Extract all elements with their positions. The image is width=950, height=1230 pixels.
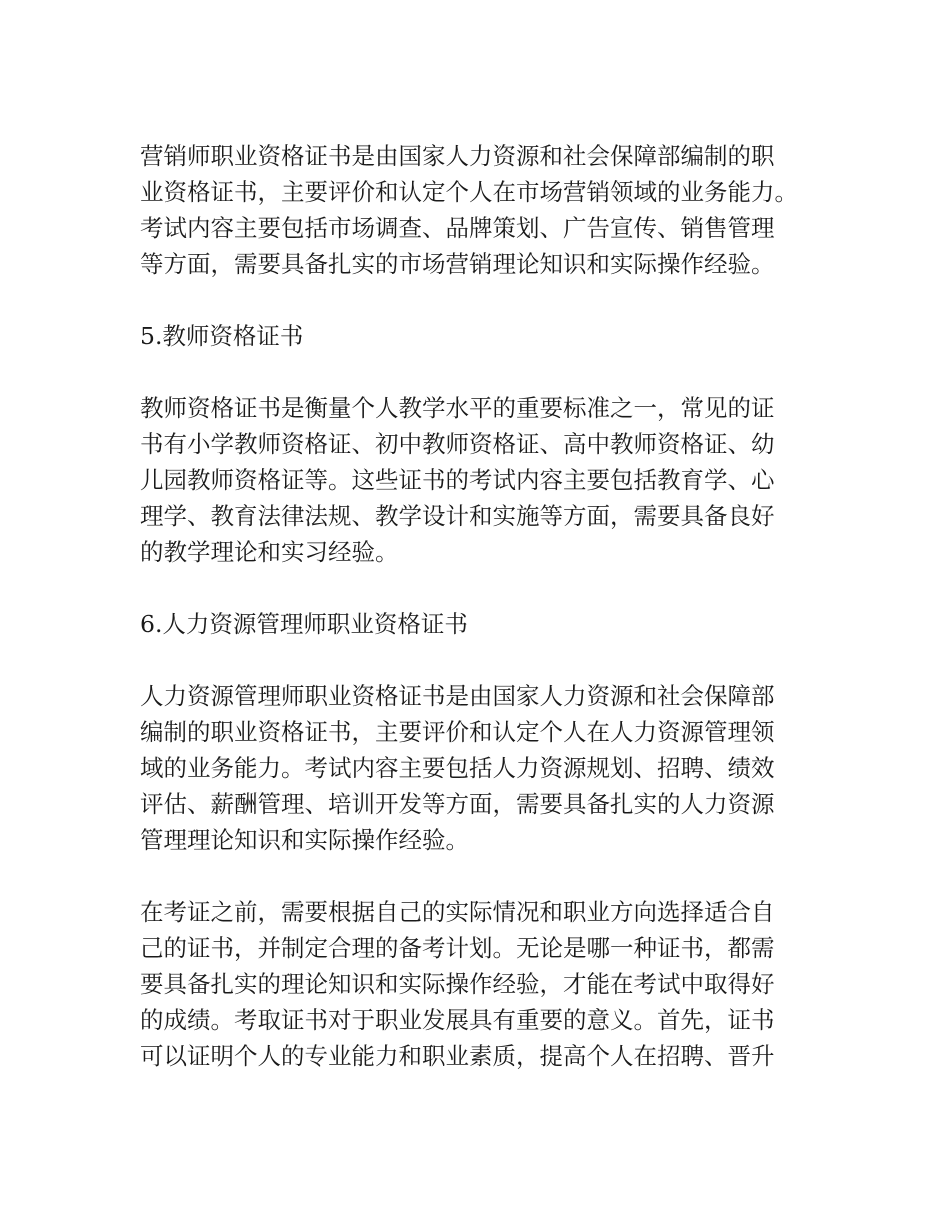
paragraph-exam-preparation: 在考证之前，需要根据自己的实际情况和职业方向选择适合自 己的证书，并制定合理的备考计划。无论是哪一种证书，都需 要具备扎实的理论知识和实际操作经验，才能在考试中取得好 的成绩。考取证书对于职业发展具有重要的意义。首先，证书 可以证明个人的专业能力和职业素质，提高个人在招聘、晋升 — [140, 898, 775, 1070]
paragraph-teacher-certificate: 教师资格证书是衡量个人教学水平的重要标准之一，常见的证 书有小学教师资格证、初中教师资格证、高中教师资格证、幼 儿园教师资格证等。这些证书的考试内容主要包括教育学、心 理学、教育法律法规、教学设计和实施等方面，需要具备良好 的教学理论和实习经验。 — [140, 394, 775, 566]
heading-hr-certificate: 6.人力资源管理师职业资格证书 — [140, 610, 468, 638]
document-body — [140, 138, 816, 1110]
heading-teacher-certificate: 5.教师资格证书 — [140, 322, 304, 350]
paragraph-hr-certificate: 人力资源管理师职业资格证书是由国家人力资源和社会保障部 编制的职业资格证书，主要评价和认定个人在人力资源管理领 域的业务能力。考试内容主要包括人力资源规划、招聘、绩效 评估、薪酬管理、培训开发等方面，需要具备扎实的人力资源 管理理论知识和实际操作经验。 — [140, 682, 775, 854]
paragraph-marketing-certificate: 营销师职业资格证书是由国家人力资源和社会保障部编制的职 业资格证书，主要评价和认定个人在市场营销领域的业务能力。 考试内容主要包括市场调查、品牌策划、广告宣传、销售管理 等方面，需要具备扎实的市场营销理论知识和实际操作经验。 — [140, 142, 798, 278]
